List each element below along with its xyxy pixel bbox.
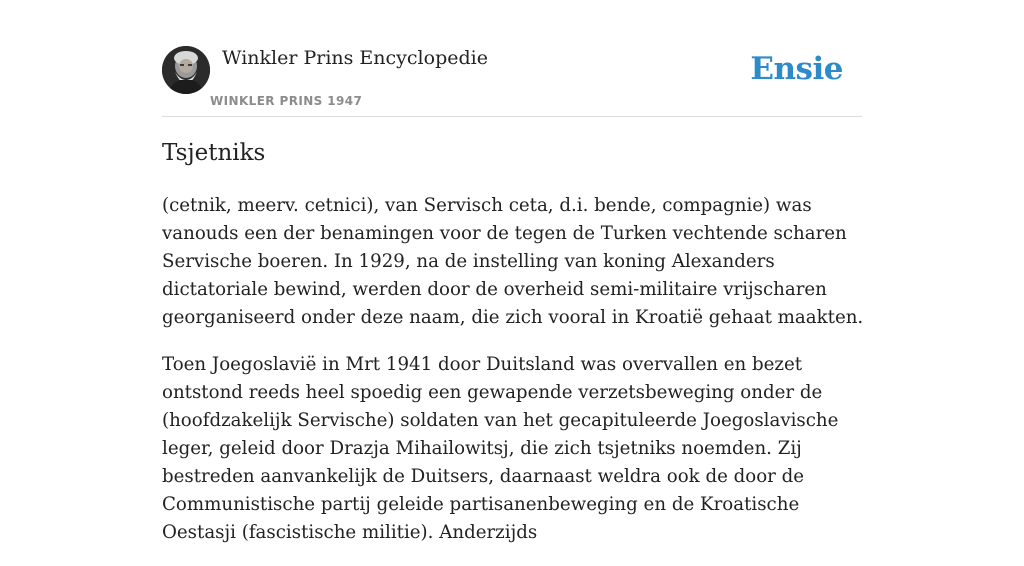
article-page [162,0,864,543]
page-title: Tsjetniks [162,140,266,166]
article-paragraph: Toen Joegoslavië in Mrt 1941 door Duitsland was overvallen en bezet ontstond reeds heel spoedig een gewapende verzetsbeweging onder de (hoofdzakelijk Servische) soldaten van het gecapituleerde Joegoslavische leger, geleid door Drazja Mihailowitsj, die zich tsjetniks noemden. Zij bestreden aanvankelijk de Duitsers, daarnaast weldra ook de door de Communistische partij geleide partisanenbeweging en de Kroatische Oestasji (fascistische militie). Anderzijds [162,354,839,543]
site-logo[interactable]: Ensie [750,51,843,87]
source-name[interactable]: Winkler Prins Encyclopedie [222,47,488,69]
article-body [162,192,864,566]
bearded-man-portrait-icon[interactable] [162,46,210,94]
article-paragraph: (cetnik, meerv. cetnici), van Servisch ceta, d.i. bende, compagnie) was vanouds een der benamingen voor de tegen de Turken vechtende scharen Servische boeren. In 1929, na de instelling van koning Alexanders dictatoriale bewind, werden door de overheid semi-militaire vrijscharen georganiseerd onder deze naam, die zich vooral in Kroatië gehaat maakten. [162,195,864,328]
source-subtitle[interactable]: WINKLER PRINS 1947 [210,94,363,108]
article-header [162,46,862,117]
